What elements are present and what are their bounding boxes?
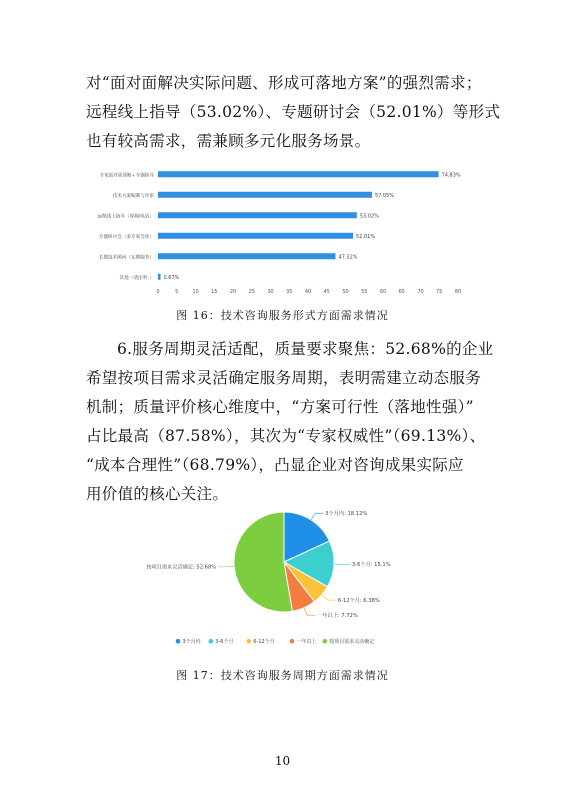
legend-swatch [176,639,181,644]
bar-chart-service-forms [80,160,480,300]
x-tick-label: 50 [342,289,349,295]
bar-category-label: 技术方案编制与评审 [112,193,154,199]
legend-label: 3个月内 [182,639,201,645]
bar [158,171,439,177]
bar [158,274,161,280]
paragraph-service-forms [86,69,501,156]
text-line: “成本合理性”（68.79%），凸显企业对咨询成果实际应 [86,456,464,474]
bar [158,212,357,218]
legend-swatch [290,639,295,644]
x-tick-label: 70 [417,289,424,295]
bar-category-label: 远程线上指导（视频/电话） [97,214,154,220]
bar-value-label: 57.05% [374,192,395,199]
text-line: 也有较高需求，需兼顾多元化服务场景。 [86,132,371,150]
bar-value-label: 47.32% [338,254,358,261]
x-tick-label: 35 [286,289,293,295]
x-tick-label: 30 [267,289,274,295]
bar-category-label: 长期技术顾问（定期服务） [98,255,154,261]
pie-slice-label: 6-12个月: 6.38% [337,597,380,604]
figure-16-caption: 图 16：技术咨询服务形式方面需求情况 [176,309,389,322]
bar-category-label: 专题研讨会（多专家会诊） [98,234,154,240]
page-number: 10 [274,754,291,768]
pie-slice-label: 3个月内: 18.12% [325,510,368,517]
text-line: 希望按项目需求灵活确定服务周期，表明需建立动态服务 [86,369,482,387]
x-tick-label: 15 [211,289,218,295]
x-tick-label: 20 [229,289,237,295]
legend-swatch [247,639,252,644]
text-line: 对“面对面解决实际问题、形成可落地方案”的强烈需求； [86,74,482,92]
x-tick-label: 25 [248,289,255,295]
pie-slice-label: 按项目需求灵活确定: 52.68% [146,564,217,571]
pie-chart-service-cycle [120,500,445,655]
bar-value-label: 74.83% [441,172,461,179]
bar [158,192,372,198]
pie-slice-label: 一年以上: 7.72% [317,612,358,619]
pie-leader-line [218,566,234,567]
legend-swatch [209,639,214,644]
x-tick-label: 5 [175,289,179,295]
x-tick-label: 80 [454,289,462,295]
bar [158,233,353,239]
x-tick-label: 45 [323,289,330,295]
pie-leader-line [304,608,315,615]
paragraph-service-cycle [86,335,494,509]
x-tick-label: 40 [304,289,312,295]
x-tick-label: 0 [156,289,160,295]
bar-value-label: 52.01% [356,233,376,240]
bar-category-label: 其他（请注明：） [119,275,154,281]
legend-swatch [323,639,328,644]
legend-label: 按项目需求灵活确定 [329,639,375,645]
bar-category-label: 专家面对面诊断+专题指导 [99,173,154,179]
pie-slice [234,512,292,612]
bar-value-label: 0.67% [163,274,180,281]
legend-label: 6-12个月 [253,639,275,645]
pie-slice-label: 3-6个月: 15.1% [351,562,391,569]
text-line: 远程线上指导（53.02%）、专题研讨会（52.01%）等形式 [86,103,501,121]
x-tick-label: 10 [192,289,199,295]
x-tick-label: 55 [361,289,368,295]
legend-label: 3-6个月 [215,639,234,645]
text-line: 机制；质量评价核心维度中，“方案可行性（落地性强）” [86,398,474,416]
x-tick-label: 75 [436,289,443,295]
pie-leader-line [311,513,323,520]
x-tick-label: 65 [398,289,405,295]
legend-label: 一年以上 [296,639,317,645]
pie-leader-line [322,595,336,600]
text-line: 6.服务周期灵活适配，质量要求聚焦：52.68%的企业 [117,340,494,358]
text-line: 占比最高（87.58%），其次为“专家权威性”（69.13%）、 [86,427,486,445]
bar-value-label: 53.02% [359,213,379,220]
figure-17-caption: 图 17：技术咨询服务周期方面需求情况 [176,669,389,682]
bar [158,253,335,259]
text-line: 用价值的核心关注。 [86,485,229,503]
x-tick-label: 60 [379,289,387,295]
